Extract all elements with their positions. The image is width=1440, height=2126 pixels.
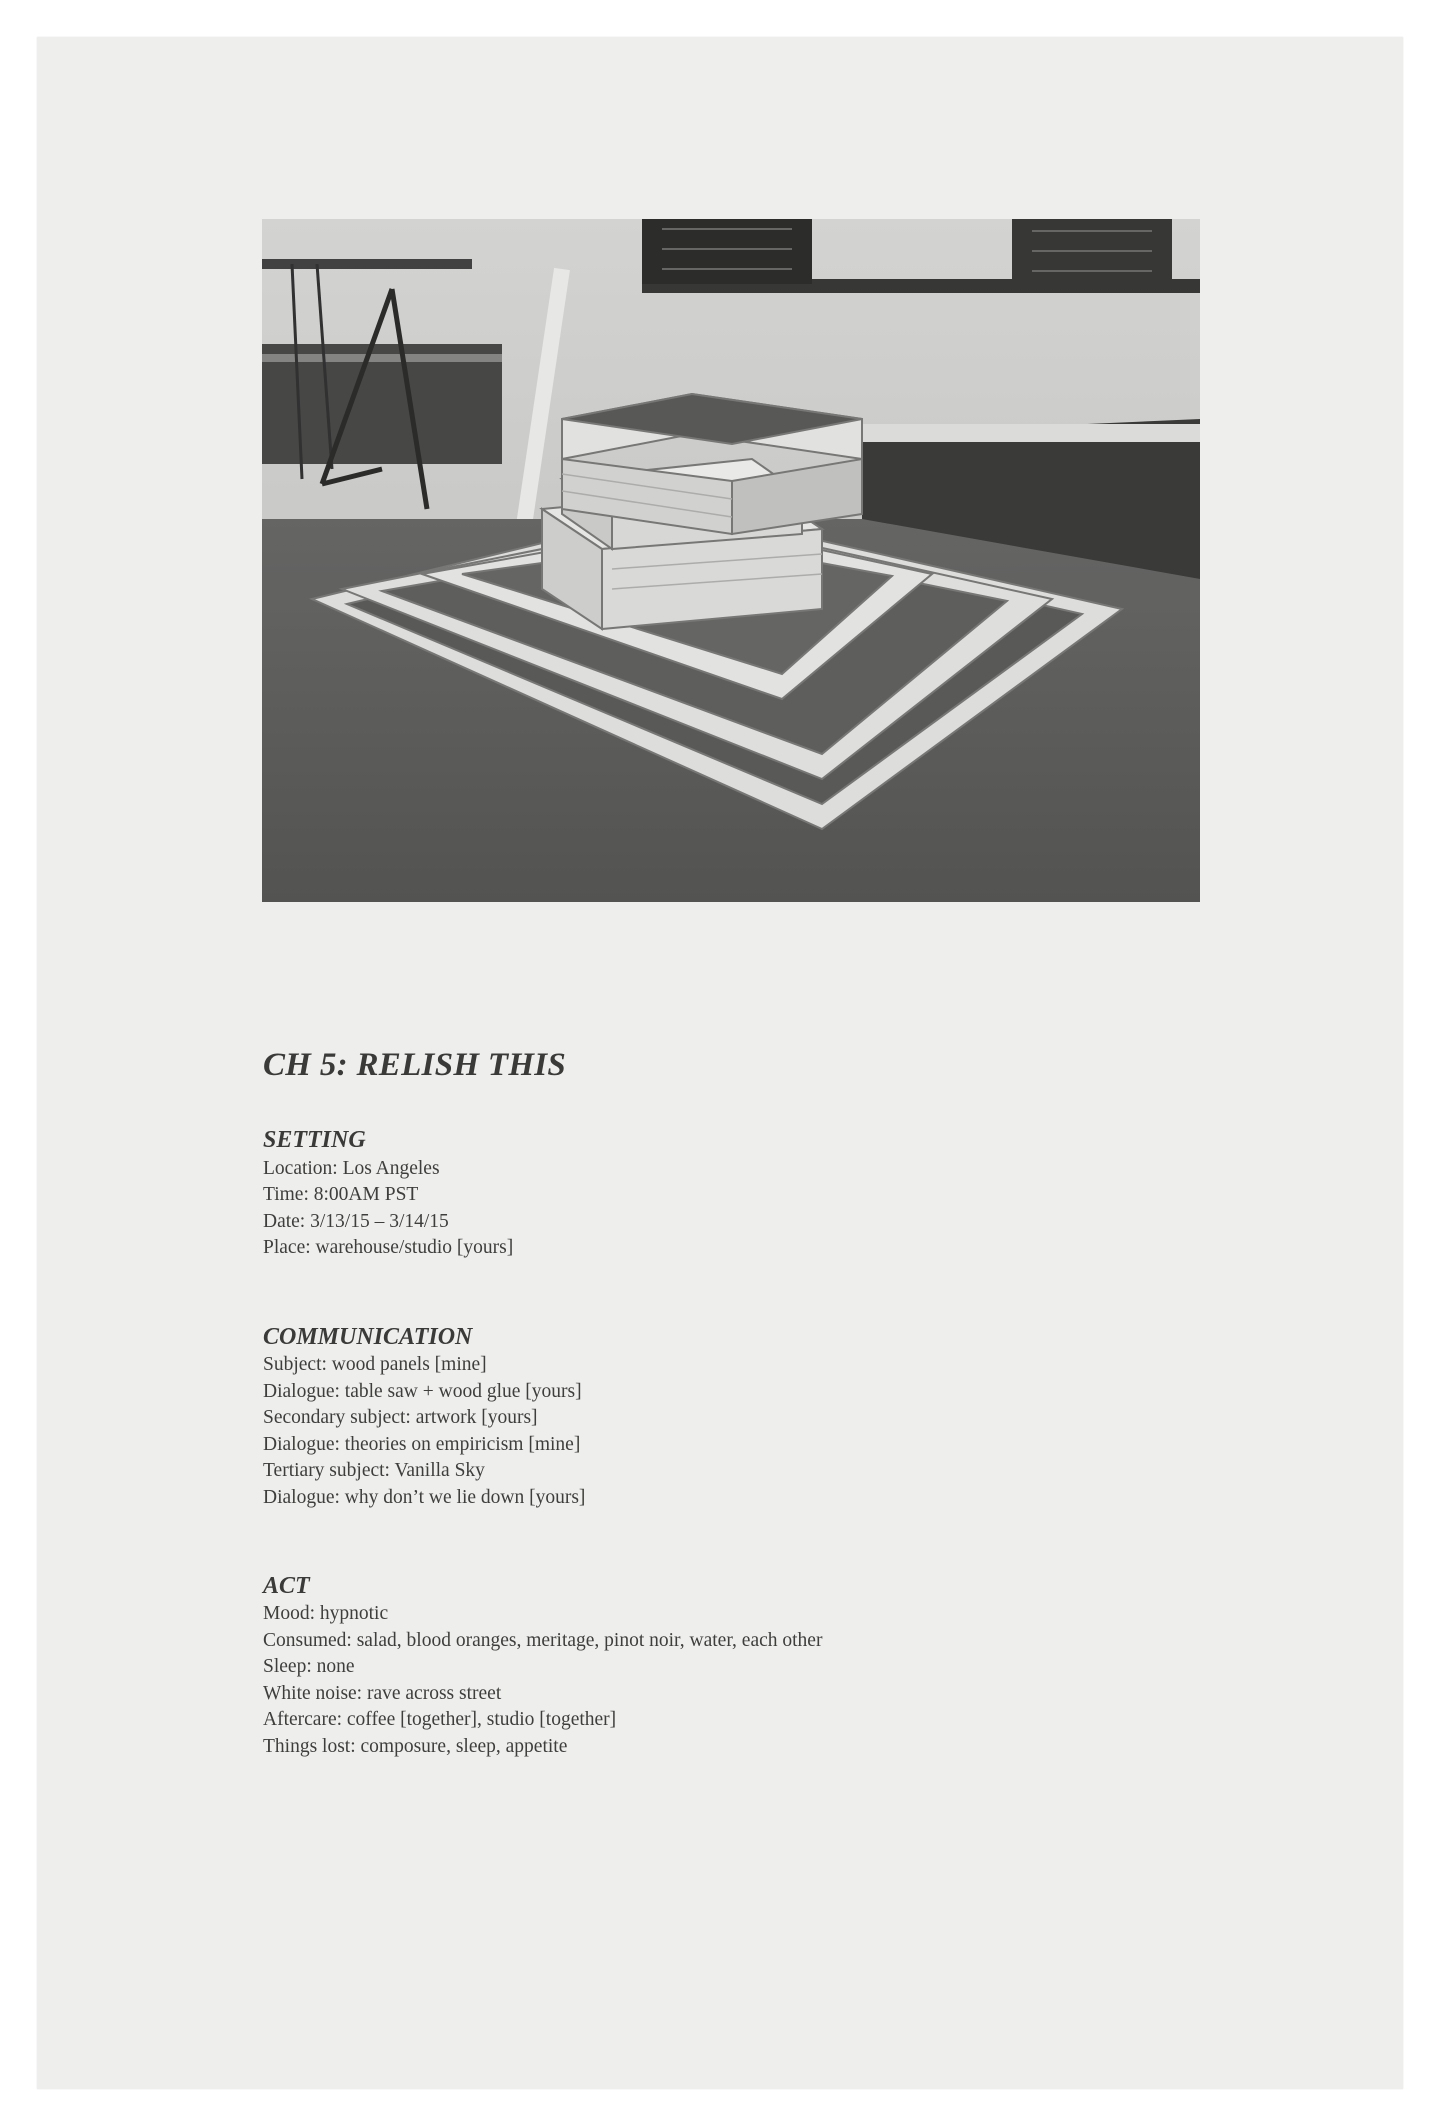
section-heading: ACT [263, 1573, 310, 1600]
communication-line: Subject: wood panels [mine] [263, 1354, 487, 1376]
act-line: Consumed: salad, blood oranges, meritage, pinot noir, water, each other [263, 1629, 823, 1651]
section-lines [263, 1601, 1263, 1760]
setting-line: Location: Los Angeles [263, 1157, 440, 1179]
act-line: Things lost: composure, sleep, appetite [263, 1735, 568, 1757]
section-setting [263, 1127, 1263, 1261]
act-line: Mood: hypnotic [263, 1603, 389, 1625]
chapter-text [263, 1047, 1263, 1822]
setting-line: Date: 3/13/15 – 3/14/15 [263, 1210, 449, 1232]
communication-line: Secondary subject: artwork [yours] [263, 1407, 538, 1429]
document-sheet [37, 37, 1403, 2089]
setting-line: Place: warehouse/studio [yours] [263, 1237, 514, 1259]
communication-line: Dialogue: why don’t we lie down [yours] [263, 1486, 586, 1508]
section-lines [263, 1352, 1263, 1511]
section-act [263, 1573, 1263, 1760]
section-communication [263, 1324, 1263, 1511]
section-heading: SETTING [263, 1127, 366, 1154]
act-line: Sleep: none [263, 1656, 355, 1678]
communication-line: Dialogue: theories on empiricism [mine] [263, 1433, 581, 1455]
act-line: Aftercare: coffee [together], studio [together] [263, 1709, 617, 1731]
warehouse-photo [262, 219, 1200, 902]
chapter-title: CH 5: RELISH THIS [263, 1047, 567, 1083]
communication-line: Tertiary subject: Vanilla Sky [263, 1460, 485, 1482]
communication-line: Dialogue: table saw + wood glue [yours] [263, 1380, 582, 1402]
act-line: White noise: rave across street [263, 1682, 502, 1704]
section-heading: COMMUNICATION [263, 1323, 473, 1350]
section-lines [263, 1156, 1263, 1262]
stacked-wood-frames-image [262, 219, 1200, 902]
setting-line: Time: 8:00AM PST [263, 1184, 419, 1206]
